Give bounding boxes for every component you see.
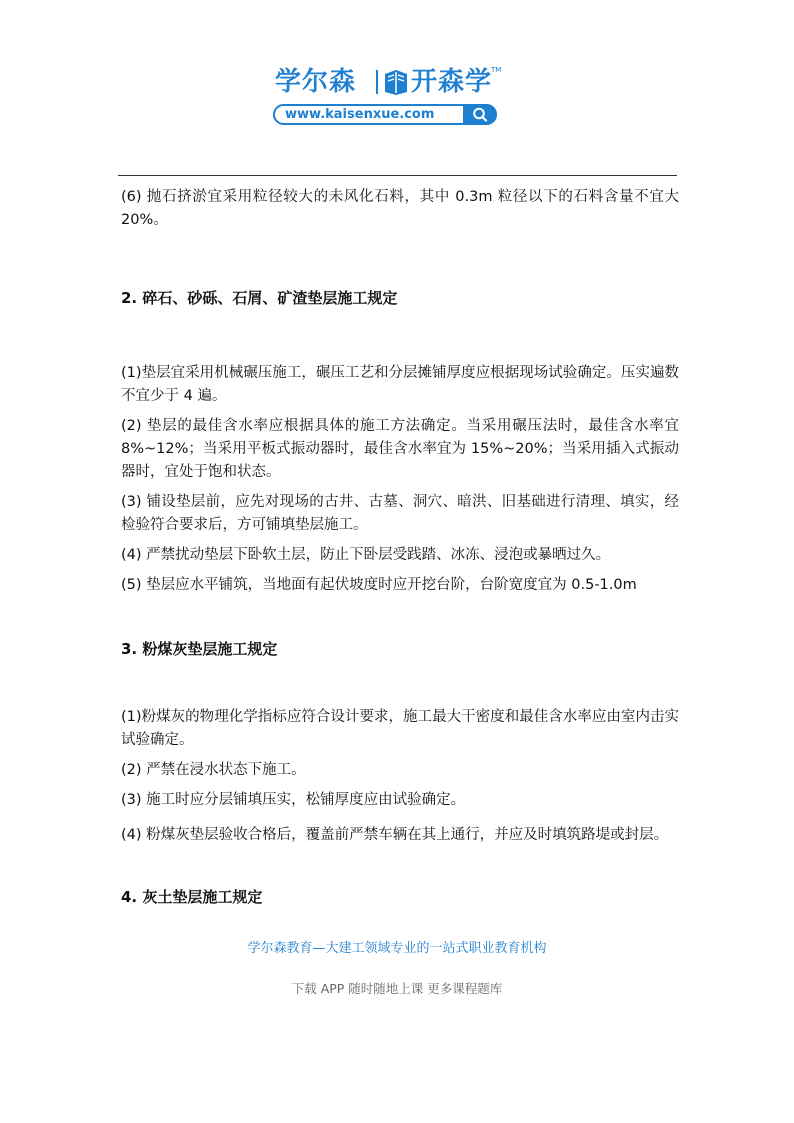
url-bar <box>273 104 497 125</box>
website-url: www.kaisenxue.com <box>285 107 435 122</box>
paragraph-2-2: (2) 垫层的最佳含水率应根据具体的施工方法确定。当采用碾压法时，最佳含水率宜 8%~12%；当采用平板式振动器时，最佳含水率宜为 15%~20%；当采用插入式振动器时，宜处于饱和状态。 <box>121 418 679 480</box>
section-heading-3: 3. 粉煤灰垫层施工规定 <box>121 640 278 658</box>
logo <box>273 64 501 128</box>
logo-wordmark <box>273 64 501 100</box>
trademark-mark: TM <box>491 66 502 74</box>
brand-name-xueersen: 学尔森 <box>275 67 357 97</box>
paragraph-3-2: (2) 严禁在浸水状态下施工。 <box>121 762 306 778</box>
logo-divider <box>376 70 378 94</box>
paragraph-2-4: (4) 严禁扰动垫层下卧软土层，防止下卧层受践踏、冰冻、浸泡或暴晒过久。 <box>121 547 611 563</box>
book-icon <box>383 68 409 96</box>
paragraph-2-1: (1)垫层宜采用机械碾压施工，碾压工艺和分层摊铺厚度应根据现场试验确定。压实遍数不宜少于 4 遍。 <box>121 365 679 404</box>
paragraph-3-1: (1)粉煤灰的物理化学指标应符合设计要求，施工最大干密度和最佳含水率应由室内击实试验确定。 <box>121 709 679 748</box>
section-heading-2: 2. 碎石、砂砾、石屑、矿渣垫层施工规定 <box>121 289 398 307</box>
footer-app-line: 下载 APP 随时随地上课 更多课程题库 <box>291 981 503 996</box>
search-button <box>463 104 497 125</box>
header-rule <box>118 175 677 176</box>
brand-name-kaisenxue: 开森学 <box>411 67 493 97</box>
paragraph-2-3: (3) 铺设垫层前，应先对现场的古井、古墓、洞穴、暗洪、旧基础进行清理、填实，经检验符合要求后，方可铺填垫层施工。 <box>121 494 679 533</box>
paragraph-6: (6) 抛石挤淤宜采用粒径较大的未风化石料，其中 0.3m 粒径以下的石料含量不宜大 20%。 <box>121 189 679 228</box>
footer-slogan: 学尔森教育—大建工领域专业的一站式职业教育机构 <box>247 941 547 956</box>
search-icon <box>463 104 497 125</box>
paragraph-2-5: (5) 垫层应水平铺筑，当地面有起伏坡度时应开挖台阶，台阶宽度宜为 0.5-1.0m <box>121 577 637 593</box>
document-body <box>121 186 679 909</box>
section-heading-4: 4. 灰土垫层施工规定 <box>121 888 263 906</box>
paragraph-3-4: (4) 粉煤灰垫层验收合格后，覆盖前严禁车辆在其上通行，并应及时填筑路堤或封层。 <box>121 827 669 843</box>
paragraph-3-3: (3) 施工时应分层铺填压实，松铺厚度应由试验确定。 <box>121 792 466 808</box>
